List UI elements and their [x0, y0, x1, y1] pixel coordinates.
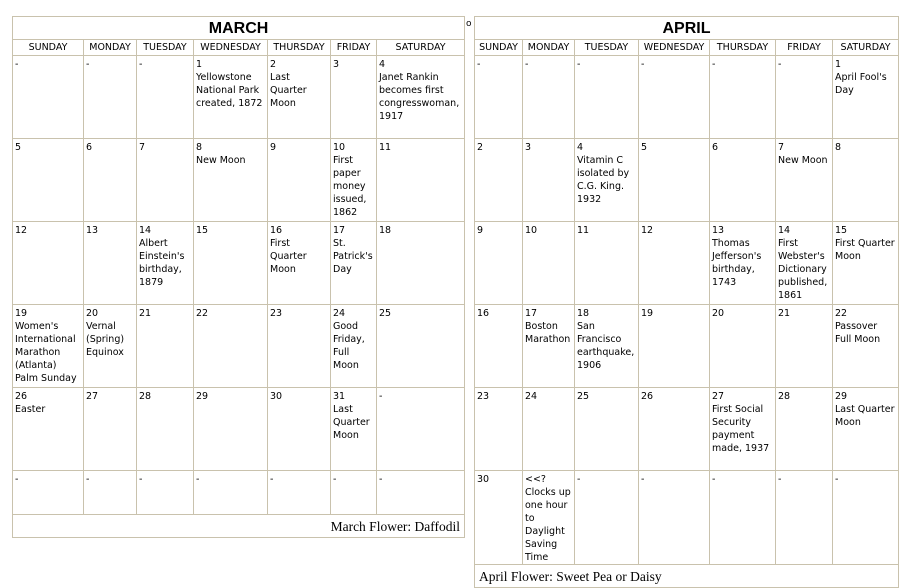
week-row [13, 139, 465, 222]
day-cell [575, 222, 639, 305]
day-cell [523, 139, 575, 222]
day-cell [833, 305, 899, 388]
day-cell-text: 16 First Quarter Moon [270, 225, 307, 275]
day-cell [833, 56, 899, 139]
april-weeks [475, 56, 899, 565]
day-cell [475, 56, 523, 139]
day-cell-text: 18 [379, 225, 392, 236]
day-cell-text: - [86, 474, 90, 485]
day-cell-text: 25 [379, 308, 392, 319]
day-cell-text: 17 Boston Marathon [525, 308, 571, 345]
day-header-monday: MONDAY [84, 40, 137, 56]
day-cell-text: 26 Easter [15, 391, 46, 415]
day-cell [710, 222, 776, 305]
day-header-tuesday: TUESDAY [575, 40, 639, 56]
day-cell [776, 305, 833, 388]
day-cell-text: 12 [15, 225, 28, 236]
day-cell [84, 388, 137, 471]
day-cell [575, 305, 639, 388]
day-cell-text: 15 [196, 225, 209, 236]
day-cell-text: 28 [139, 391, 152, 402]
day-cell [268, 471, 331, 515]
day-cell [194, 139, 268, 222]
day-cell [194, 305, 268, 388]
day-cell [194, 471, 268, 515]
week-row [475, 305, 899, 388]
day-cell-text: - [712, 59, 716, 70]
day-cell-text: 7 New Moon [778, 142, 828, 166]
day-cell [575, 56, 639, 139]
day-cell-text: 2 Last Quarter Moon [270, 59, 307, 109]
day-cell-text: 16 [477, 308, 490, 319]
day-header-thursday: THURSDAY [268, 40, 331, 56]
day-cell-text: 10 First paper money issued, 1862 [333, 142, 367, 218]
day-cell [13, 471, 84, 515]
day-cell-text: - [86, 59, 90, 70]
day-cell [331, 56, 377, 139]
day-cell-text: - [196, 474, 200, 485]
day-cell-text: 10 [525, 225, 538, 236]
day-cell [13, 388, 84, 471]
day-cell-text: 1 April Fool's Day [835, 59, 887, 96]
day-cell-text: 8 [835, 142, 842, 153]
april-calendar [474, 16, 899, 588]
week-row [13, 222, 465, 305]
day-cell-text: 6 [86, 142, 93, 153]
day-cell [523, 471, 575, 565]
month-title: APRIL [475, 17, 899, 40]
day-cell [833, 388, 899, 471]
day-cell-text: 24 [525, 391, 538, 402]
day-cell [137, 222, 194, 305]
day-cell-text: 31 Last Quarter Moon [333, 391, 370, 441]
day-cell [137, 305, 194, 388]
day-cell-text: 13 [86, 225, 99, 236]
day-cell-text: - [333, 474, 337, 485]
day-cell-text: - [778, 474, 782, 485]
week-row [475, 56, 899, 139]
day-cell [13, 56, 84, 139]
week-row [475, 139, 899, 222]
separator-mark: o [466, 19, 472, 29]
day-cell [710, 305, 776, 388]
day-cell-text: 27 First Social Security payment made, 1937 [712, 391, 770, 454]
day-cell [13, 222, 84, 305]
day-header-friday: FRIDAY [331, 40, 377, 56]
day-cell [268, 139, 331, 222]
day-cell-text: 29 [196, 391, 209, 402]
day-cell [137, 471, 194, 515]
day-cell-text: 11 [379, 142, 392, 153]
day-cell [833, 471, 899, 565]
day-cell [776, 471, 833, 565]
day-cell-text: <<?Clocks up one hour to Daylight Saving Time [525, 474, 571, 563]
month-title: MARCH [13, 17, 465, 40]
day-cell [84, 139, 137, 222]
day-cell [268, 305, 331, 388]
day-cell-text: 21 [778, 308, 791, 319]
day-cell [639, 139, 710, 222]
day-cell [268, 56, 331, 139]
day-cell-text: - [525, 59, 529, 70]
day-cell-text: - [139, 59, 143, 70]
day-cell-text: 23 [270, 308, 283, 319]
day-cell-text: 5 [15, 142, 22, 153]
day-cell-text: 20 [712, 308, 725, 319]
day-cell-text: 29 Last Quarter Moon [835, 391, 895, 428]
day-cell-text: - [139, 474, 143, 485]
day-cell-text: - [835, 474, 839, 485]
day-cell-text: - [15, 59, 19, 70]
day-cell-text: - [778, 59, 782, 70]
day-cell [331, 222, 377, 305]
day-cell-text: - [577, 59, 581, 70]
day-cell-text: 9 [477, 225, 484, 236]
day-cell [84, 471, 137, 515]
day-cell [639, 305, 710, 388]
day-cell-text: 5 [641, 142, 648, 153]
day-cell-text: 12 [641, 225, 654, 236]
day-cell-text: 11 [577, 225, 590, 236]
day-header-wednesday: WEDNESDAY [639, 40, 710, 56]
day-cell-text: - [379, 474, 383, 485]
day-cell-text: 3 [525, 142, 532, 153]
day-header-saturday: SATURDAY [377, 40, 465, 56]
day-cell-text: 18 San Francisco earthquake, 1906 [577, 308, 635, 371]
day-cell-text: 28 [778, 391, 791, 402]
day-cell [84, 56, 137, 139]
day-header-thursday: THURSDAY [710, 40, 776, 56]
day-cell-text: 20 Vernal (Spring) Equinox [86, 308, 125, 358]
day-cell-text: 6 [712, 142, 719, 153]
day-cell [475, 388, 523, 471]
day-cell [137, 388, 194, 471]
day-cell [475, 471, 523, 565]
day-cell [776, 222, 833, 305]
day-cell-text: - [641, 474, 645, 485]
day-cell [13, 305, 84, 388]
day-cell-text: 7 [139, 142, 146, 153]
week-row [13, 471, 465, 515]
day-cell [833, 139, 899, 222]
day-cell [523, 305, 575, 388]
day-cell-text: 22 [196, 308, 209, 319]
week-row [475, 471, 899, 565]
day-cell-text: 14 Albert Einstein's birthday, 1879 [139, 225, 185, 288]
day-header-monday: MONDAY [523, 40, 575, 56]
week-row [13, 56, 465, 139]
day-cell [13, 139, 84, 222]
day-cell-text: - [15, 474, 19, 485]
day-cell [268, 222, 331, 305]
day-cell-text: - [577, 474, 581, 485]
day-cell-text: - [270, 474, 274, 485]
day-cell [475, 305, 523, 388]
day-cell [639, 388, 710, 471]
day-cell [137, 56, 194, 139]
day-cell [268, 388, 331, 471]
week-row [13, 305, 465, 388]
day-cell-text: 27 [86, 391, 99, 402]
day-cell [331, 471, 377, 515]
day-header-friday: FRIDAY [776, 40, 833, 56]
day-header-saturday: SATURDAY [833, 40, 899, 56]
month-flower: April Flower: Sweet Pea or Daisy [475, 565, 899, 588]
day-cell [833, 222, 899, 305]
day-cell-text: 25 [577, 391, 590, 402]
day-cell [137, 139, 194, 222]
day-cell-text: 19 [641, 308, 654, 319]
day-cell-text: - [712, 474, 716, 485]
march-weeks [13, 56, 465, 515]
week-row [13, 388, 465, 471]
day-cell [475, 222, 523, 305]
day-cell [710, 471, 776, 565]
day-cell [331, 388, 377, 471]
day-cell-text: 4 Janet Rankin becomes first congresswoman, 1917 [379, 59, 460, 122]
day-cell [377, 388, 465, 471]
month-flower: March Flower: Daffodil [13, 515, 465, 538]
day-header-wednesday: WEDNESDAY [194, 40, 268, 56]
day-cell-text: - [379, 391, 383, 402]
day-cell-text: 22 Passover Full Moon [835, 308, 881, 345]
day-cell [639, 56, 710, 139]
day-header-sunday: SUNDAY [13, 40, 84, 56]
day-cell-text: 30 [477, 474, 490, 485]
day-cell-text: 21 [139, 308, 152, 319]
day-cell-text: 2 [477, 142, 484, 153]
day-cell [776, 139, 833, 222]
day-cell [523, 388, 575, 471]
day-cell [710, 139, 776, 222]
day-cell [377, 471, 465, 515]
day-cell [639, 222, 710, 305]
day-cell [194, 56, 268, 139]
day-cell-text: 15 First Quarter Moon [835, 225, 895, 262]
day-cell-text: 1 Yellowstone National Park created, 1872 [196, 59, 263, 109]
march-calendar [12, 16, 465, 538]
day-cell [84, 305, 137, 388]
day-cell [377, 139, 465, 222]
day-cell [331, 139, 377, 222]
week-row [475, 222, 899, 305]
day-cell [331, 305, 377, 388]
day-cell [84, 222, 137, 305]
day-cell-text: 17 St. Patrick's Day [333, 225, 373, 275]
day-cell [575, 471, 639, 565]
day-cell-text: 8 New Moon [196, 142, 246, 166]
day-cell [194, 388, 268, 471]
day-cell-text: 23 [477, 391, 490, 402]
day-cell [639, 471, 710, 565]
day-cell [575, 388, 639, 471]
day-cell-text: - [477, 59, 481, 70]
day-cell-text: 14 First Webster's Dictionary published, 1861 [778, 225, 828, 301]
day-cell [377, 222, 465, 305]
day-cell [523, 222, 575, 305]
day-cell [776, 388, 833, 471]
day-cell-text: 26 [641, 391, 654, 402]
day-cell-text: 13 Thomas Jefferson's birthday, 1743 [712, 225, 762, 288]
day-cell-text: 19 Women's International Marathon (Atlanta) Palm Sunday [15, 308, 77, 384]
day-header-tuesday: TUESDAY [137, 40, 194, 56]
day-cell [194, 222, 268, 305]
day-cell-text: 24 Good Friday, Full Moon [333, 308, 365, 371]
day-cell [710, 56, 776, 139]
day-cell [475, 139, 523, 222]
day-cell-text: 4 Vitamin C isolated by C.G. King. 1932 [577, 142, 630, 205]
day-cell [377, 56, 465, 139]
day-cell [523, 56, 575, 139]
day-cell-text: 3 [333, 59, 340, 70]
day-cell [776, 56, 833, 139]
day-cell-text: 30 [270, 391, 283, 402]
week-row [475, 388, 899, 471]
day-cell [575, 139, 639, 222]
day-cell-text: 9 [270, 142, 277, 153]
day-cell-text: - [641, 59, 645, 70]
day-cell [710, 388, 776, 471]
day-cell [377, 305, 465, 388]
day-header-sunday: SUNDAY [475, 40, 523, 56]
